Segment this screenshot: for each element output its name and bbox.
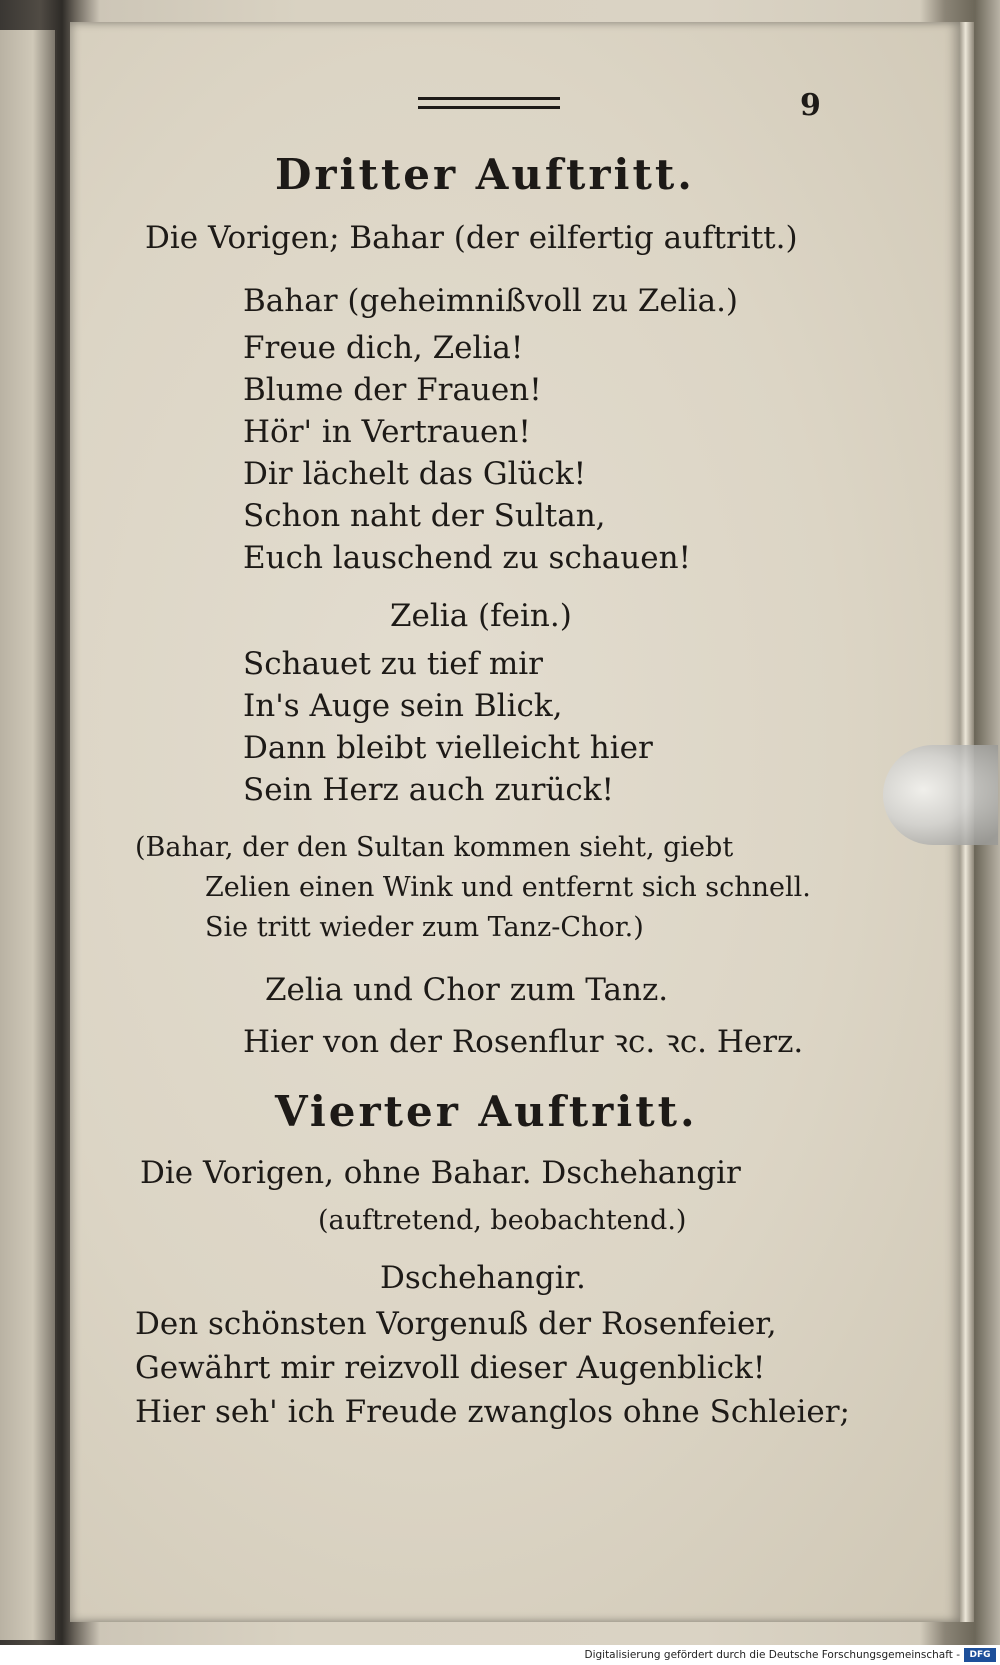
verse-line: In's Auge sein Blick, bbox=[243, 688, 563, 724]
cast-list-3: Die Vorigen; Bahar (der eilfertig auftritt.) bbox=[145, 220, 798, 256]
stage-direction-line: Zelien einen Wink und entfernt sich schnell. bbox=[205, 872, 811, 903]
refrain-line: Hier von der Rosenflur ꝛc. ꝛc. Herz. bbox=[243, 1024, 804, 1060]
zelia-chor-line: Zelia und Chor zum Tanz. bbox=[265, 972, 669, 1008]
speaker-dschehangir: Dschehangir. bbox=[380, 1260, 586, 1296]
verse-line: Dir lächelt das Glück! bbox=[243, 456, 587, 492]
verse-line: Schauet zu tief mir bbox=[243, 646, 543, 682]
cast-list-4-direction: (auftretend, beobachtend.) bbox=[318, 1205, 687, 1236]
verse-line: Hör' in Vertrauen! bbox=[243, 414, 531, 450]
dfg-logo-icon: DFG bbox=[964, 1648, 996, 1662]
verse-line: Schon naht der Sultan, bbox=[243, 498, 606, 534]
verse-line: Gewährt mir reizvoll dieser Augenblick! bbox=[135, 1350, 766, 1386]
verse-line: Dann bleibt vielleicht hier bbox=[243, 730, 653, 766]
verse-line: Hier seh' ich Freude zwanglos ohne Schleier; bbox=[135, 1394, 850, 1430]
facing-page-edge bbox=[0, 30, 57, 1640]
scene-heading-4: Vierter Auftritt. bbox=[275, 1087, 698, 1136]
verse-line: Euch lauschend zu schauen! bbox=[243, 540, 691, 576]
verse-line: Freue dich, Zelia! bbox=[243, 330, 524, 366]
header-rule-top bbox=[418, 97, 560, 100]
stage-direction-line: Sie tritt wieder zum Tanz-Chor.) bbox=[205, 912, 644, 943]
footer-bar bbox=[0, 1645, 1000, 1665]
verse-line: Sein Herz auch zurück! bbox=[243, 772, 615, 808]
stage-direction-line: (Bahar, der den Sultan kommen sieht, giebt bbox=[135, 832, 734, 863]
page-number: 9 bbox=[800, 88, 821, 123]
page-clip bbox=[883, 745, 998, 845]
header-rule-bottom bbox=[418, 106, 560, 109]
verse-line: Blume der Frauen! bbox=[243, 372, 542, 408]
speaker-bahar: Bahar (geheimnißvoll zu Zelia.) bbox=[243, 283, 739, 319]
scene-heading-3: Dritter Auftritt. bbox=[275, 150, 695, 199]
cast-list-4: Die Vorigen, ohne Bahar. Dschehangir bbox=[140, 1155, 741, 1191]
speaker-zelia: Zelia (fein.) bbox=[390, 598, 572, 634]
footer-credit: Digitalisierung gefördert durch die Deutsche Forschungsgemeinschaft - bbox=[584, 1649, 960, 1661]
verse-line: Den schönsten Vorgenuß der Rosenfeier, bbox=[135, 1306, 777, 1342]
